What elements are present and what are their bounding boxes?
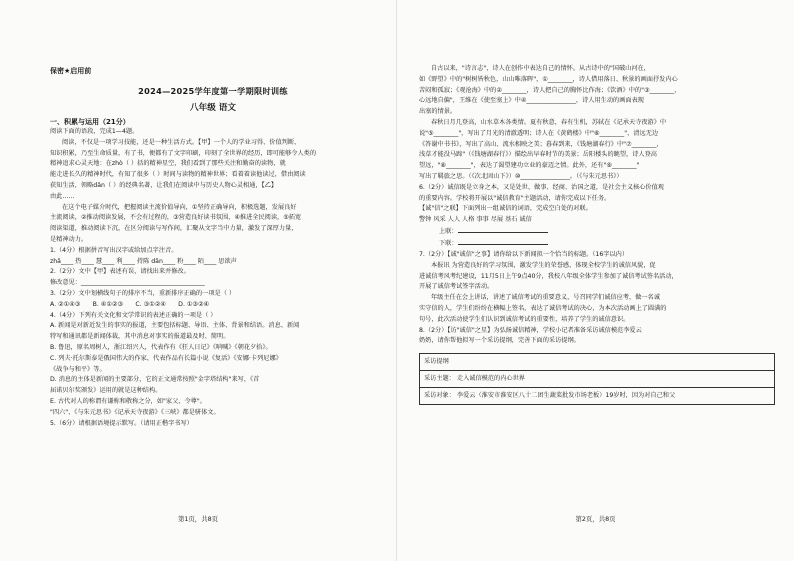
text-line: 说"⑤________"，写出了月光的清澈透明；诗人在《黄鹤楼》中"⑥________"，清远无边 (419, 129, 659, 137)
text-line: 如《野望》中的"树树皆秋色，山山唯落晖"，①________，诗人借用落日、秋景的画面抒发内心 (419, 75, 678, 83)
text-line: 春秋日月几登高，山水草木各类情。夏有秋意，春有生机，苏轼在《记承天寺夜游》中 (431, 118, 667, 126)
text-line: 6.（2分）诚信既是立身之本，又是处世、做事、经商、治国之道，是社会主义核心价值观 (419, 183, 664, 191)
text-line: 年级主任在会上讲话，讲述了诚信考试的重要意义，号召同学们诚信应考，做一名诚 (431, 294, 660, 302)
text-line: 苦闷和孤寂；《观沧海》中的②________，诗人把自己的胸怀比作海；《饮酒》中的"③________， (419, 86, 681, 94)
text-line: 警钟 风采 人人 人格 事事 尽展 基石 诚信 (419, 216, 532, 224)
text-line: 心远地自偏"，王维在《使至塞上》中④________________，诗人用生动的画面表现 (419, 97, 644, 105)
text-line: 句号，此次活动使学生们认识到诚信考试的重要性，培养了学生的诚信意识。 (419, 315, 630, 323)
lower-couplet-field[interactable]: 下联： (439, 238, 776, 250)
text-line: "四六"、《与朱元思书》《记承天寺夜游》《三峡》都是骈体文。 (50, 408, 220, 416)
text-line: 精神追求心灵天地：在zhò（ ）括的精神星空，我们看到了那些关注和勤奋的读物，就 (50, 160, 286, 168)
text-line: 获知生活，领略dǎn（ ）的经典名著，让我们在阅读中与历史人物心灵相通，【乙】 (50, 181, 278, 189)
text-line: 知识积累，乃至生命质量，有了书，便都有了文字印刷，印刻了全世界的经历，即可能够令人类的 (50, 149, 317, 157)
text-line: 2.（2分）文中【甲】表述有误，请找出来并修改。 (50, 268, 190, 276)
text-line: D. 消息的主体是新闻的主要部分，它的正文通常按照"金字塔结构"来写，《首 (50, 376, 260, 384)
text-line: 的重要内容。学校将开展以"诚信教育"主题活动，请你完成以下任务。 (419, 194, 611, 202)
page-two-body-b (419, 250, 776, 347)
text-line: 特写和通讯都是新闻体裁，其中消息对事实的报道最及时、简明。 (50, 333, 230, 341)
text-line: 本报讯 为营造良好的学习氛围，激发学生的荣誉感，体现全校学生的诚信风貌，促 (431, 261, 656, 269)
text-line: 8.（2分）【访"诚信"之星】为弘扬诚信精神，学校小记者准备采访诚信模范李爱云 (419, 326, 642, 334)
text-line: 在这个电子媒介时代，把握阅读主流价值导向，①坚持正确导向，积极选题，发展良好 (62, 203, 297, 211)
text-line: 能走进长久的精神时代，有知了很多（ ）时间与读物的精神世界；看着着读他读过，借由阅读 (50, 171, 306, 179)
section-heading: 一、积累与运用（21分） (50, 118, 130, 126)
secret-label: 保密★启用前 (50, 67, 92, 75)
text-line: 望远，"⑧________"，表达了渴望建功立业的豪迈之情。此外，还有"⑨________" (419, 162, 640, 170)
text-line: A. 新闻是对新近发生的事实的报道，主要包括标题、导语、主体、背景和结语。消息、新闻 (50, 322, 300, 330)
text-line: 《答谢中书书》，写出了高山、流水相映之美；暮春到来，《钱塘湖春行》中"⑦________， (419, 140, 663, 148)
text-line: 写出了羁旅之思。（《次北固山下》）⑩________________。（《与朱元思书》） (419, 172, 623, 180)
text-line: 3.（2分）文中划横线句子的排序不当，重新排序正确的一项是（ ） (50, 289, 236, 297)
interview-outline-box (419, 353, 775, 405)
outline-topic: 采访主题： 走入诚信模范的内心世界 (420, 371, 774, 388)
text-line: 出塞的情景。 (419, 108, 457, 116)
text-line: 是精神动力。 (50, 235, 88, 243)
text-line: B. 鲁迅，原名周树人，浙江绍兴人，代表作有《狂人日记》《呐喊》《朝花夕拾》。 (50, 343, 272, 351)
text-line: 实守信的人，学生们纷纷在横幅上签名，表达了诚信考试的决心，为本次活动画上了圆满的 (419, 304, 667, 312)
page-one-body (50, 127, 376, 429)
text-line: A. ②①④③ B. ④①②③ C. ③①②④ D. ①③②④ (50, 300, 210, 308)
text-line: 1.（4分）根据拼音写出汉字或给加点字注音。 (50, 246, 178, 254)
text-line: 阅读，不仅是一项学习技能，还是一种生活方式。【甲】一个人的学业习得、价值判断、 (62, 138, 301, 146)
text-line: C. 列夫·托尔斯泰是俄国伟大的作家，代表作品有长篇小说《复活》《安娜·卡列尼娜》 (50, 354, 282, 362)
text-line: 进诚信考风考纪建设，11月5日上午9点40分，我校八年级全体学生参加了诚信考试签名活动， (419, 272, 678, 280)
text-line: 由此…… (50, 192, 75, 200)
outline-heading: 采访提纲 (420, 354, 774, 371)
exam-subtitle: 八年级 语文 (190, 103, 236, 113)
text-line: zhǎ____ 热____ 慧____ 利____ 持陈 dǎn____ 粉____ 陌____ 思欲声 (50, 257, 237, 265)
page-one-footer: 第1页，共8页 (177, 515, 219, 523)
text-line: 奶奶，请你帮他拟写一个采访提纲，完善下面的采访提纲。 (419, 337, 580, 345)
text-line: 【诚"信"之联】下面列出一组诚信的词语，完成空白处的对联。 (419, 205, 592, 213)
text-line: 5.（6分）请根据语境提示默写。（请用正楷字书写） (50, 419, 193, 427)
text-line: 阅读下面的语段，完成1—4题。 (50, 128, 139, 135)
text-line: 修改意见：________________________________________ (50, 279, 205, 287)
text-line: 浅草才能没马蹄"（《钱塘湖春行》）描绘出早春时节的美景；岳阳楼头的眺望，诗人登高 (419, 151, 657, 159)
text-line: 届诺贝尔奖颁发》运用的就是这种结构。 (50, 387, 162, 395)
page-two-footer: 第2页，共8页 (575, 515, 616, 523)
page-two (397, 0, 794, 561)
page-two-body-a (419, 64, 776, 226)
text-line: 《战争与和平》等。 (50, 365, 106, 373)
text-line: 开展了诚信考试签字活动。 (419, 283, 494, 291)
text-line: 主流阅读，②推动阅读发展，不会有过程的，③营造良好读书氛围，④推进全民阅读，⑤拓宽 (50, 214, 302, 222)
text-line: 自古以来，"诗言志"，诗人在创作中表达自己的情怀。从古诗中的"国破山河在， (431, 65, 650, 72)
text-line: 阅读渠道，推动阅读下沉，在区分阅读与写作间，汇聚从文字当中力量，激发了深厚力量， (50, 225, 298, 233)
outline-subject: 采访对象： 李爱云（淮安市淮安区八十二团生蔬菜批发市场老板）19岁时，因为对自己和父 (424, 392, 676, 400)
text-line: 4.（4分）下列有关文化和文学常识的表述正确的一项是（ ） (50, 311, 217, 319)
exam-title: 2024—2025学年度第一学期限时训练 (138, 86, 288, 96)
text-line: 7.（2分）【诚"诚信"之事】请你给以下新闻拟一个恰当的标题。（16字以内） (419, 250, 629, 258)
text-line: E. 古代对人的称谓有谦称和敬称之分，如"家父、令尊"。 (50, 397, 206, 405)
upper-couplet-field[interactable]: 上联： (439, 226, 776, 238)
